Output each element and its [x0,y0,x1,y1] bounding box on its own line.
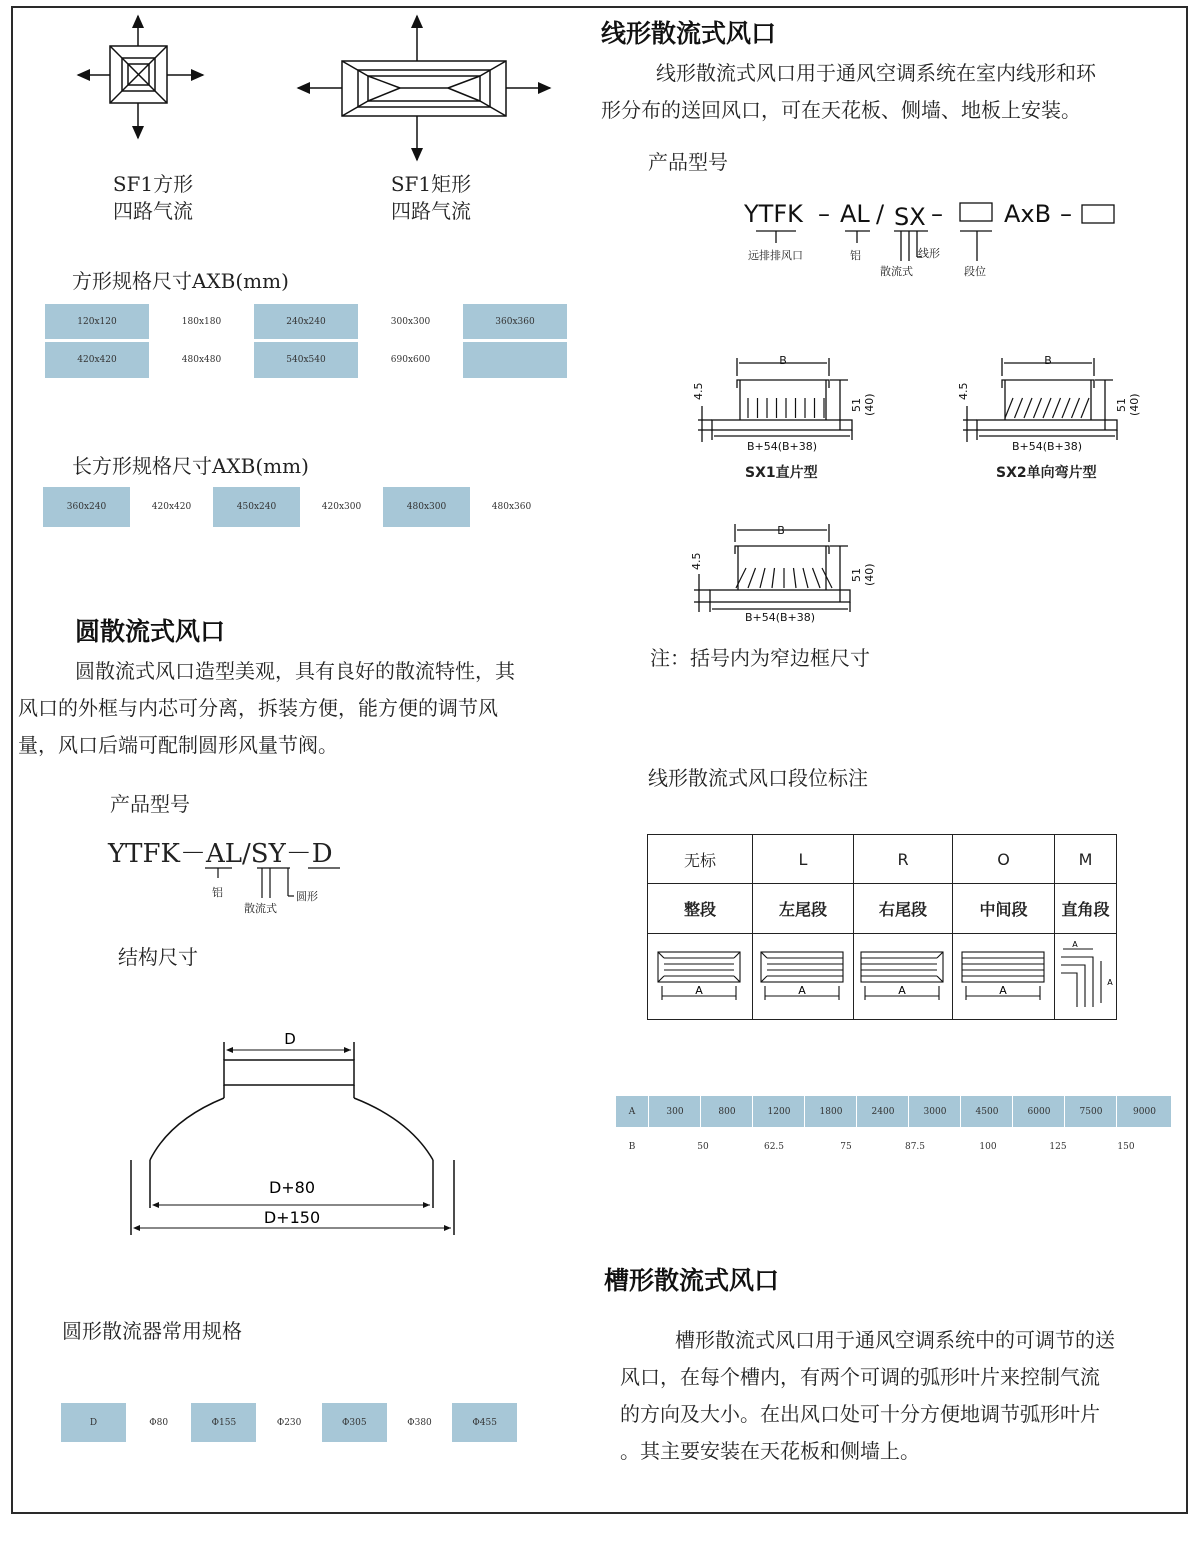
round-label-d: 圆形 [296,890,318,903]
square-spec-title: 方形规格尺寸AXB(mm) [72,269,289,293]
sx2-dim-bottom: B+54(B+38) [1011,440,1083,453]
spec-cell: Φ80 [149,1417,169,1428]
desc-line: 。其主要安装在天花板和侧墙上。 [620,1439,920,1463]
spec-cell: 300x300 [390,316,431,327]
spec-cell: 450x240 [213,487,300,527]
length-a-cell: 800 [700,1096,753,1127]
slot-section-title: 槽形散流式风口 [604,1266,780,1295]
seg-code: L [753,835,854,884]
segment-title: 线形散流式风口段位标注 [648,766,868,790]
spec-cell: 360x240 [43,487,130,527]
length-b-cell: 75 [840,1141,852,1152]
sx1-dim-51: 51 [850,398,863,412]
length-a-cell: 300 [648,1096,701,1127]
dim-d80-label: D+80 [268,1178,316,1197]
desc-line: 量，风口后端可配制圆形风量节阀。 [18,733,338,757]
seg-name: 直角段 [1055,884,1117,934]
spec-cell: D [61,1403,126,1442]
sx3-dim-b: B [777,524,785,537]
label-al: 铝 [850,249,861,262]
linear-section-title: 线形散流式风口 [601,19,777,48]
seg-code: R [854,835,953,884]
code-sx: SX [894,203,926,231]
round-structure-diagram [120,1025,470,1240]
seg-code: O [953,835,1055,884]
label-seg: 段位 [964,265,986,278]
spec-cell [463,342,567,378]
segment-table [647,834,1117,1020]
seg-dim-a: A [798,983,806,997]
spec-cell: 240x240 [254,304,358,339]
caption-line: 四路气流 [391,199,471,223]
sx3-profile-diagram [688,520,888,630]
spec-cell: 480x360 [491,502,532,512]
code-al: AL [840,200,870,228]
linear-note: 注：括号内为窄边框尺寸 [650,646,870,670]
seg-dim-a: A [898,983,906,997]
seg-name: 中间段 [953,884,1055,934]
spec-cell: Φ455 [452,1403,517,1442]
spec-cell: 360x360 [463,304,567,339]
sx3-dim-bottom: B+54(B+38) [744,611,816,624]
spec-cell: 420x420 [45,342,149,378]
linear-model-code-diagram [740,195,1125,285]
label-sx: 散流式 [880,265,913,278]
caption-line: 四路气流 [113,199,193,223]
svg-text:–: – [1060,200,1072,228]
linear-model-title: 产品型号 [648,150,728,174]
segment-drawing-row [648,934,1117,1020]
length-b-cell: 87.5 [904,1141,926,1152]
desc-line: 风口，在每个槽内，有两个可调的弧形叶片来控制气流 [620,1365,1100,1389]
segment-code-row [648,835,1117,884]
length-b-cell: 62.5 [763,1141,785,1152]
sx2-dim-40: (40) [1128,393,1141,416]
seg-dim-a: A [1106,977,1113,987]
segment-name-row [648,884,1117,934]
sf1-square-caption [108,171,198,225]
length-a-cell: 3000 [908,1096,961,1127]
spec-cell: 480x300 [383,487,470,527]
round-label-sy: 散流式 [244,902,277,915]
svg-text:/: / [876,200,885,228]
round-description [18,653,598,764]
sf1-square-diagram [78,16,203,138]
seg-code: M [1055,835,1117,884]
seg-drawing-left [753,934,854,1020]
spec-cell: Φ230 [276,1417,302,1428]
length-a-cell: 1800 [804,1096,857,1127]
seg-dim-a: A [1071,939,1078,949]
round-label-al: 铝 [212,886,223,899]
linear-description [601,55,1176,129]
seg-drawing-middle [953,934,1055,1020]
sx3-dim-51: 51 [850,568,863,582]
seg-drawing-right [854,934,953,1020]
length-b-cell: 50 [697,1141,709,1152]
length-a-row [616,1096,1171,1127]
spec-cell: Φ380 [407,1417,432,1428]
seg-dim-a: A [998,983,1007,997]
seg-drawing-corner [1055,934,1117,1020]
spec-cell: 420x420 [151,502,192,512]
sx1-dim-40: (40) [863,393,876,416]
svg-text:–: – [818,200,830,228]
sx1-dim-bottom: B+54(B+38) [746,440,818,453]
length-a-cell: 6000 [1012,1096,1065,1127]
round-model-code: YTFK－AL/SY－D [108,839,333,869]
spec-cell: Φ305 [322,1403,387,1442]
label-line: 线形 [918,247,940,260]
length-a-cell: A [628,1106,636,1117]
length-b-cell: 100 [979,1141,997,1152]
sx1-dim-b: B [779,354,787,367]
sx2-dim-51: 51 [1115,398,1128,412]
desc-line: 风口的外框与内芯可分离，拆装方便，能方便的调节风 [18,696,498,720]
sx2-dim-45: 4.5 [957,382,970,400]
seg-code: 无标 [648,835,753,884]
spec-cell: 420x300 [321,502,362,512]
round-spec-title: 圆形散流器常用规格 [62,1319,242,1343]
round-model-title: 产品型号 [110,792,190,816]
length-b-cell: 150 [1117,1141,1135,1152]
spec-cell: 540x540 [254,342,358,378]
slot-description [620,1322,1180,1470]
desc-line: 圆散流式风口造型美观，具有良好的散流特性，其 [75,659,515,683]
spec-cell: 690x600 [390,355,431,365]
desc-line: 形分布的送回风口，可在天花板、侧墙、地板上安装。 [601,98,1081,122]
svg-text:–: – [931,200,943,228]
spec-cell: 480x480 [181,355,222,365]
sx3-dim-45: 4.5 [690,552,703,570]
length-b-cell: 125 [1049,1141,1067,1152]
caption-line: SF1方形 [112,172,194,196]
seg-drawing-whole [648,934,753,1020]
desc-line: 线形散流式风口用于通风空调系统在室内线形和环 [656,61,1096,85]
code-ytfk: YTFK [744,200,803,228]
rect-spec-title: 长方形规格尺寸AXB(mm) [72,454,309,478]
seg-name: 右尾段 [854,884,953,934]
dim-d-label: D [284,1030,296,1048]
round-structure-title: 结构尺寸 [118,945,198,969]
sx1-dim-45: 4.5 [692,382,705,400]
dim-d150-label: D+150 [263,1208,321,1227]
sf1-rect-caption [386,171,476,225]
desc-line: 的方向及大小。在出风口处可十分方便地调节弧形叶片 [620,1402,1100,1426]
sf1-rect-diagram [298,16,550,160]
desc-line: 槽形散流式风口用于通风空调系统中的可调节的送 [675,1328,1115,1352]
label-ytfk: 远排排风口 [748,249,803,262]
length-b-cell: B [628,1141,636,1152]
sx2-dim-b: B [1044,354,1052,367]
spec-cell: 180x180 [181,316,222,327]
length-a-cell: 1200 [752,1096,805,1127]
sx2-caption: SX2单向弯片型 [996,465,1097,481]
round-section-title: 圆散流式风口 [75,617,226,646]
spec-cell: 120x120 [45,304,149,339]
length-a-cell: 4500 [960,1096,1013,1127]
length-a-cell: 9000 [1116,1096,1172,1127]
seg-name: 左尾段 [753,884,854,934]
sx3-dim-40: (40) [863,563,876,586]
sx1-caption: SX1直片型 [745,465,818,481]
length-b-row [616,1131,1171,1162]
caption-line: SF1矩形 [390,172,472,196]
spec-cell: Φ155 [191,1403,256,1442]
sf1-airflow-diagrams [70,10,570,170]
length-a-cell: 2400 [856,1096,909,1127]
length-a-cell: 7500 [1064,1096,1117,1127]
seg-dim-a: A [695,983,703,997]
seg-name: 整段 [648,884,753,934]
code-axb: AxB [1004,200,1052,228]
